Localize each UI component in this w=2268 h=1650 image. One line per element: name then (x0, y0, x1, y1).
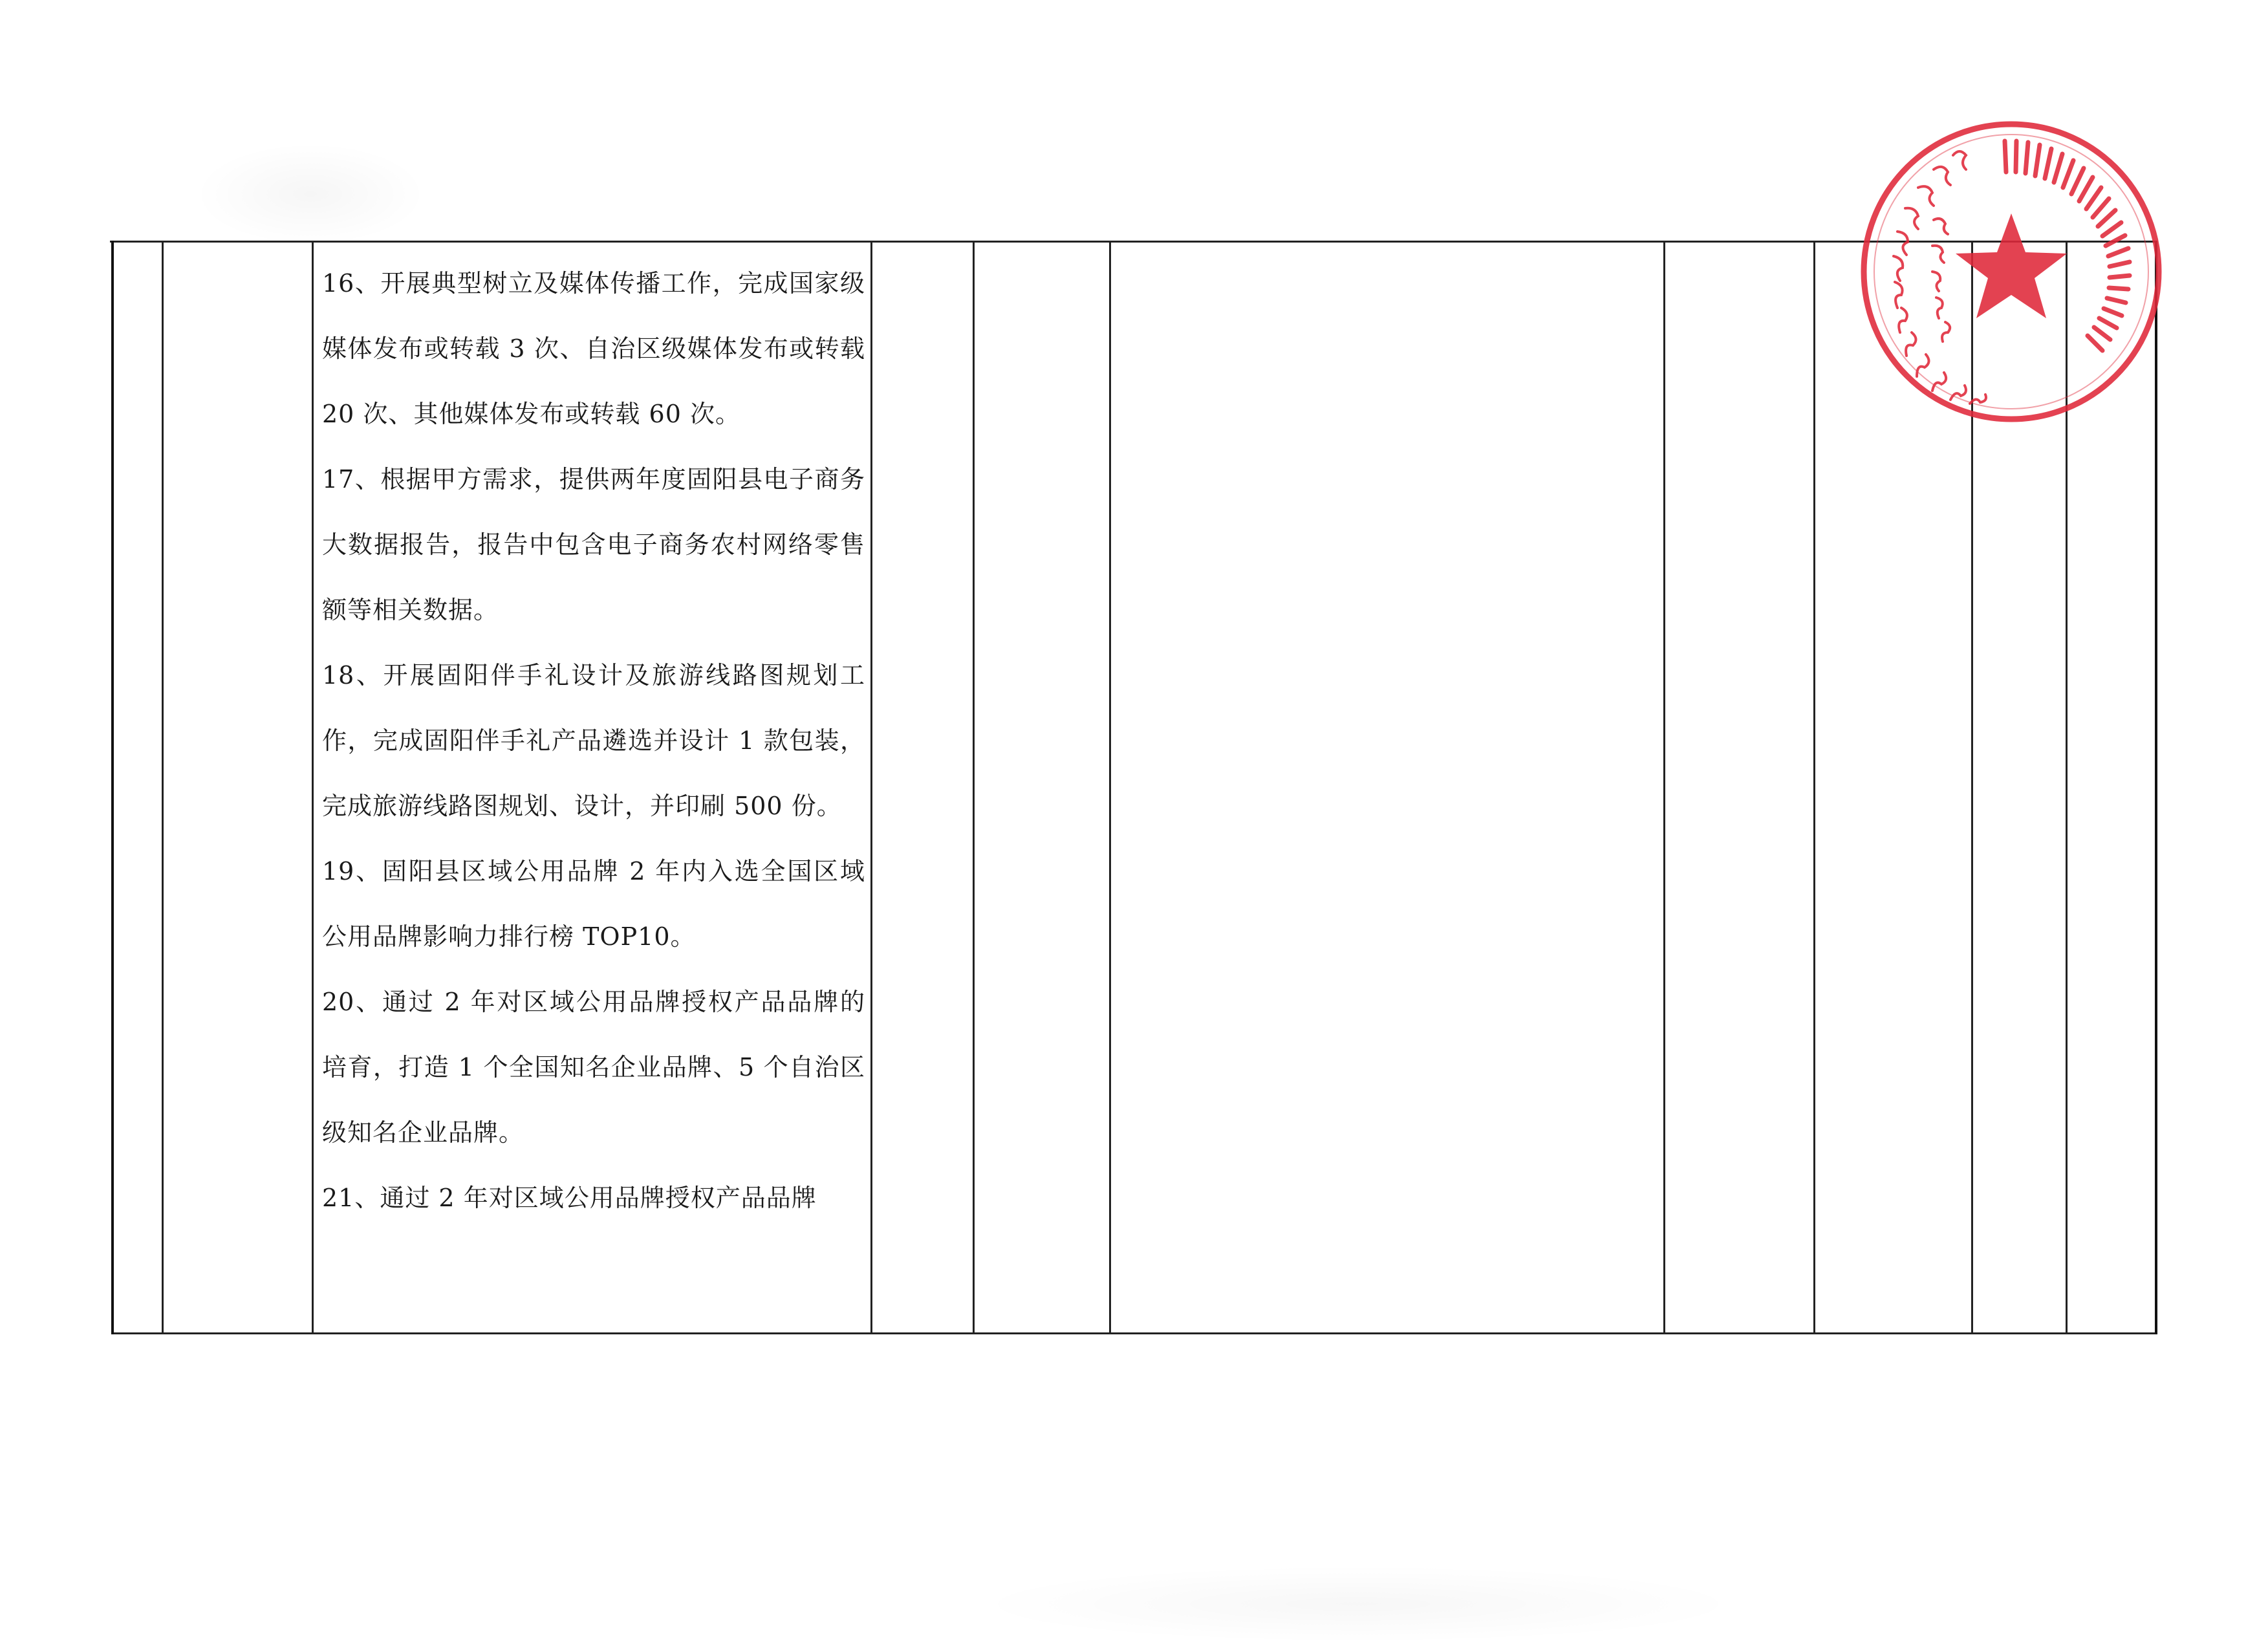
scan-smudge (970, 1565, 1746, 1643)
column-divider (870, 241, 872, 1334)
column-divider (1813, 241, 1815, 1334)
table-left-border (111, 241, 114, 1334)
table-top-border (110, 241, 2157, 243)
list-item: 21、通过 2 年对区域公用品牌授权产品品牌 (322, 1184, 817, 1212)
official-seal (1856, 116, 2166, 427)
table-bottom-border (111, 1332, 2156, 1334)
column-divider (1109, 241, 1111, 1334)
scan-smudge (194, 142, 427, 246)
list-item: 18、开展固阳伴手礼设计及旅游线路图规划工作，完成固阳伴手礼产品遴选并设计 1 款包装，完成旅游线路图规划、设计，并印刷 500 份。 (322, 661, 865, 820)
column-divider (973, 241, 975, 1334)
list-item: 19、固阳县区域公用品牌 2 年内入选全国区域公用品牌影响力排行榜 TOP10。 (322, 857, 865, 951)
list-item: 20、通过 2 年对区域公用品牌授权产品品牌的培育，打造 1 个全国知名企业品牌、5 个自治区级知名企业品牌。 (322, 988, 865, 1147)
column-divider (162, 241, 164, 1334)
star-icon (1956, 213, 2067, 318)
list-item: 16、开展典型树立及媒体传播工作，完成国家级媒体发布或转载 3 次、自治区级媒体发布或转载 20 次、其他媒体发布或转载 60 次。 (322, 269, 865, 428)
column-divider (1663, 241, 1665, 1334)
list-item: 17、根据甲方需求，提供两年度固阳县电子商务大数据报告，报告中包含电子商务农村网络零售额等相关数据。 (322, 465, 865, 624)
content-cell (322, 251, 865, 1325)
column-divider (312, 241, 314, 1334)
